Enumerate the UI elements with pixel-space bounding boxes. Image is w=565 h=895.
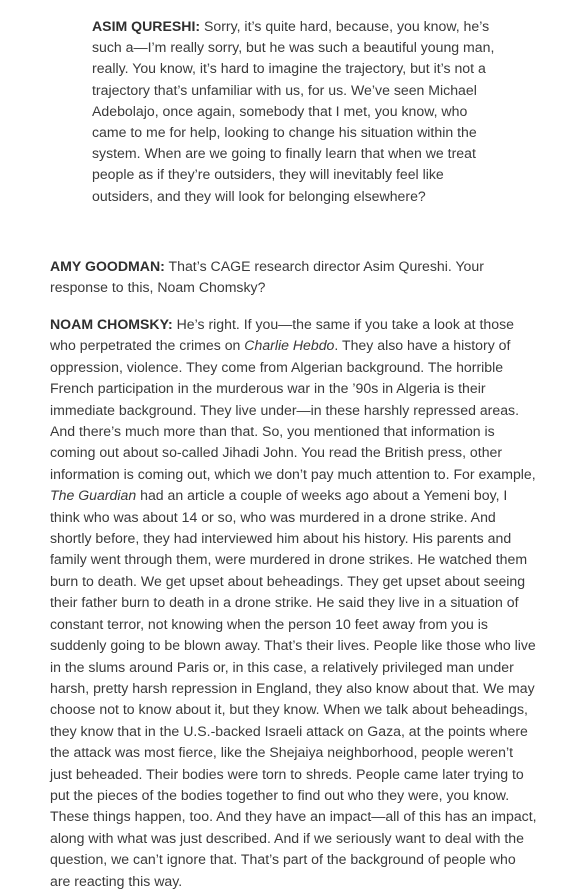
paragraph-text: . They also have a history of oppression, violence. They come from Algerian background. The horrible French participation in the murderous war in the ’90s in Algeria is their immediate background. They live under—in these harshly repressed areas. And there’s much more than that. So, you mentioned that information is coming out about so-called Jihadi John. You read the British press, other information is coming out, which we don’t pay much attention to. For example, (50, 337, 536, 482)
paragraph-amy-goodman (50, 256, 538, 299)
paragraph-text: Sorry, it’s quite hard, because, you know, he’s such a—I’m really sorry, but he was such a beautiful young man, really. You know, it’s hard to imagine the trajectory, but it’s not a trajectory that’s unfamiliar with us, for us. We’ve seen Michael Adebolajo, once again, somebody that I met, you know, who came to me for help, looking to change his situation within the system. When are we going to finally learn that when we treat people as if they’re outsiders, they will inevitably feel like outsiders, and they will look for belonging elsewhere? (92, 18, 495, 204)
publication-title: Charlie Hebdo (244, 337, 335, 354)
publication-title: The Guardian (50, 487, 137, 504)
paragraph-text: He’s right. If you—the same if you take a look at those who perpetrated the crimes on (50, 316, 514, 354)
paragraph-noam-chomsky (50, 314, 538, 892)
speaker-name: AMY GOODMAN: (50, 258, 165, 274)
speaker-name: ASIM QURESHI: (92, 18, 201, 34)
paragraph-text: had an article a couple of weeks ago about a Yemeni boy, I think who was about 14 or so, who was murdered in a drone strike. And shortly before, they had interviewed him about his history. His parents and family went through them, were murdered in drone strikes. He watched them burn to death. We get upset about beheadings. They get upset about seeing their father burn to death in a drone strike. He said they live in a situation of constant terror, not knowing when the person 10 feet away from you is suddenly going to be blown away. That’s their lives. People like those who live in the slums around Paris or, in this case, a relatively privileged man under harsh, pretty harsh repression in England, they also know about that. We may choose not to know about it, but they know. When we talk about beheadings, they know that in the U.S.-backed Israeli attack on Gaza, at the points where the attack was most fierce, like the Shejaiya neighborhood, people weren’t just beheaded. Their bodies were torn to shreds. People came later trying to put the pieces of the bodies together to find out who they were, you know. These things happen, too. And they have an impact—all of this has an impact, along with what was just described. And if we seriously want to deal with the question, we can’t ignore that. That’s part of the background of people who are reacting this way. (50, 487, 537, 889)
speaker-name: NOAM CHOMSKY: (50, 316, 173, 332)
quoted-paragraph-asim-qureshi (92, 16, 502, 207)
paragraph-text: That’s CAGE research director Asim Qureshi. Your response to this, Noam Chomsky? (50, 258, 484, 296)
